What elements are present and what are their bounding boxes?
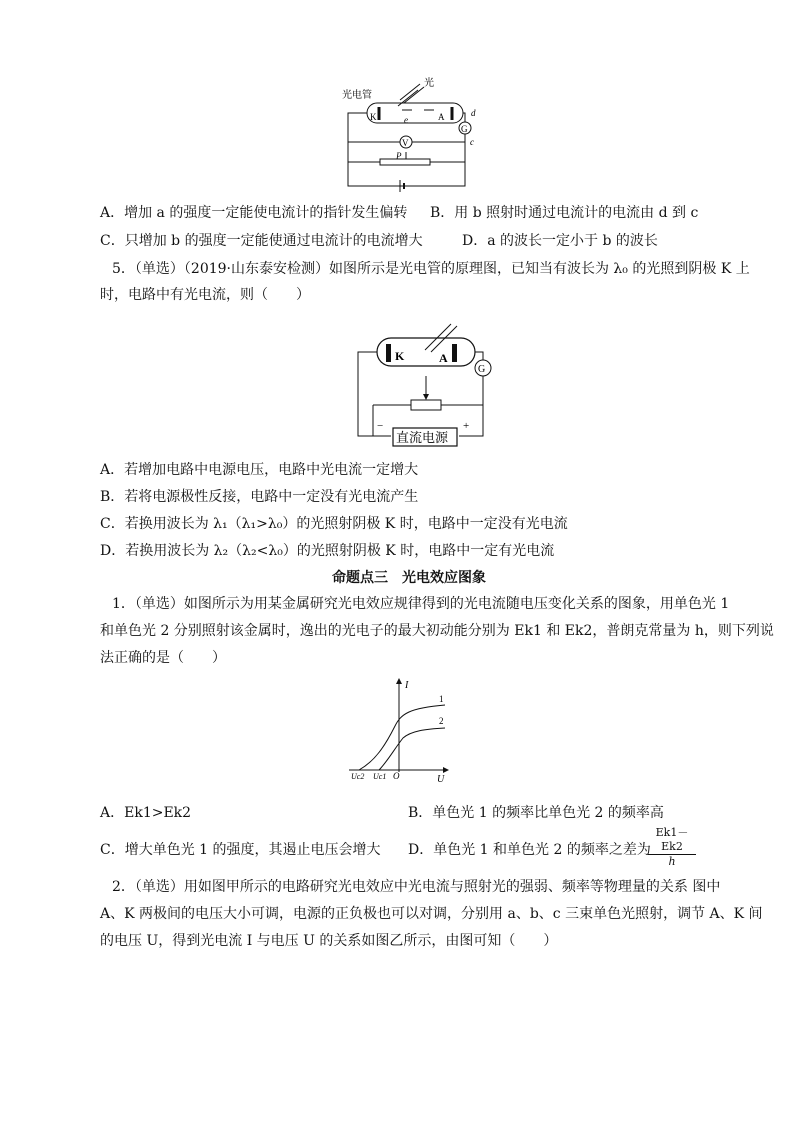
anode-label-2: A: [439, 351, 448, 365]
fraction-denominator: h: [668, 855, 676, 868]
x-axis-label: U: [437, 774, 445, 785]
galvanometer-label: G: [461, 124, 468, 134]
q4-option-a: A．增加 a 的强度一定能使电流计的指针发生偏转: [100, 205, 408, 221]
p1-stem-line1: 1．（单选）如图所示为用某金属研究光电效应规律得到的光电流随电压变化关系的图象，用单色光 1: [112, 596, 730, 612]
node-c: c: [470, 137, 474, 147]
plus-sign: +: [463, 420, 470, 432]
p1-option-a: A．Ek1>Ek2: [100, 805, 192, 821]
q4-option-d: D．a 的波长一定小于 b 的波长: [462, 233, 658, 249]
iu-graph: [345, 676, 455, 786]
fraction-numerator: Ek1－Ek2: [648, 826, 696, 855]
uc2-label: Uc2: [351, 772, 365, 781]
cathode-label: K: [370, 112, 377, 122]
node-d: d: [471, 108, 476, 118]
p1-option-d-text: D．单色光 1 和单色光 2 的频率之差为: [408, 842, 651, 858]
anode-label: A: [438, 112, 445, 122]
y-axis-label: I: [405, 680, 409, 691]
q5-stem-line1: 5．（单选）（2019·山东泰安检测）如图所示是光电管的原理图，已知当有波长为 λ₀ 的光照到阴极 K 上: [112, 261, 750, 277]
p1-option-c: C．增大单色光 1 的强度，其遏止电压会增大: [100, 842, 381, 858]
uc1-label: Uc1: [373, 772, 387, 781]
cathode-label-2: K: [395, 349, 405, 363]
curve-2-label: 2: [439, 716, 444, 726]
minus-sign: −: [377, 420, 384, 432]
figure-photocell-circuit-1: [340, 76, 490, 192]
p2-stem-line3: 的电压 U，得到光电流 I 与电压 U 的关系如图乙所示，由图可知（ ）: [100, 933, 558, 949]
curve-1-label: 1: [439, 694, 444, 704]
p1-option-d-fraction: [648, 826, 696, 869]
curve-1: [359, 705, 445, 770]
power-supply-label: 直流电源: [396, 430, 449, 445]
q5-option-b: B．若将电源极性反接，电路中一定没有光电流产生: [100, 489, 419, 505]
figure-photocell-circuit-2: [355, 318, 495, 452]
q5-option-a: A．若增加电路中电源电压，电路中光电流一定增大: [100, 462, 419, 478]
p1-option-b: B．单色光 1 的频率比单色光 2 的频率高: [408, 805, 664, 821]
q4-option-b: B．用 b 照射时通过电流计的电流由 d 到 c: [430, 205, 699, 221]
p2-stem-line2: A、K 两极间的电压大小可调，电源的正负极也可以对调，分别用 a、b、c 三束单色光照射，调节 A、K 间: [100, 906, 763, 922]
p1-stem-line2: 和单色光 2 分别照射该金属时，逸出的光电子的最大初动能分别为 Ek1 和 Ek2，普朗克常量为 h，则下列说: [100, 623, 774, 639]
electron-label: e: [404, 115, 408, 125]
p1-stem-line3: 法正确的是（ ）: [100, 650, 226, 666]
curve-2: [379, 728, 445, 770]
q4-option-c: C．只增加 b 的强度一定能使通过电流计的电流增大: [100, 233, 423, 249]
tube-label: 光电管: [342, 90, 372, 101]
galvanometer-label-2: G: [478, 364, 486, 375]
light-label: 光: [424, 78, 434, 89]
q5-option-c: C．若换用波长为 λ₁（λ₁>λ₀）的光照射阴极 K 时，电路中一定没有光电流: [100, 516, 568, 532]
q5-option-d: D．若换用波长为 λ₂（λ₂<λ₀）的光照射阴极 K 时，电路中一定有光电流: [100, 543, 555, 559]
section-heading: 命题点三 光电效应图象: [332, 570, 486, 586]
p2-stem-line1: 2．（单选）用如图甲所示的电路研究光电效应中光电流与照射光的强弱、频率等物理量的关系 图中: [112, 879, 721, 895]
voltmeter-label: V: [402, 138, 409, 148]
slider-label: P: [396, 151, 402, 161]
origin-label: O: [393, 771, 400, 781]
q5-stem-line2: 时，电路中有光电流，则（ ）: [100, 287, 310, 303]
